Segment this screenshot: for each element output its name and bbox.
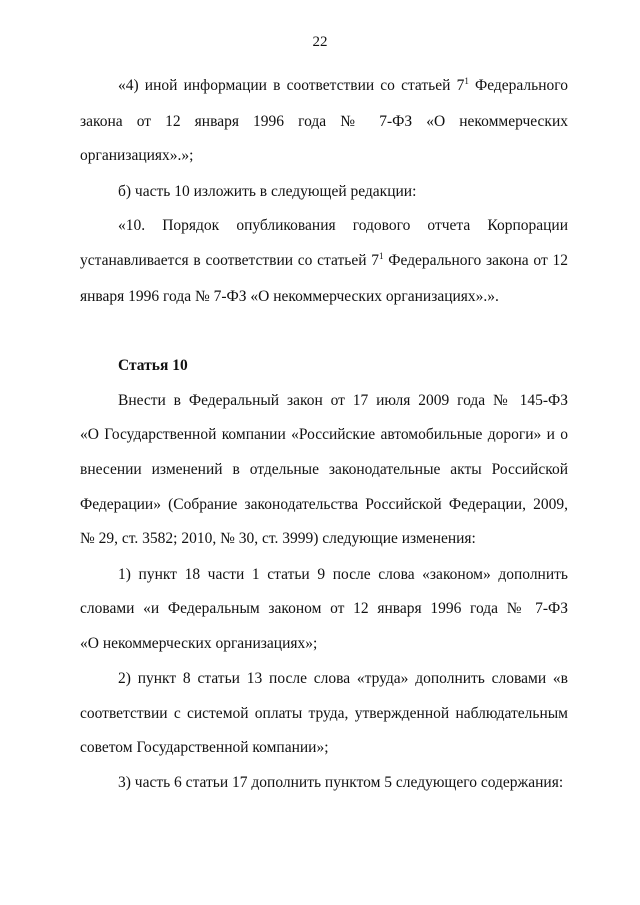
text-line: закона от 12 января 1996 года № 7-ФЗ «О некоммерческих (80, 113, 568, 130)
text-line: «О некоммерческих организациях»; (80, 635, 318, 652)
text-line: б) часть 10 изложить в следующей редакции: (118, 183, 417, 200)
article-heading: Статья 10 (118, 357, 188, 374)
text-line: января 1996 года № 7-ФЗ «О некоммерческих организациях».». (80, 288, 499, 305)
text-line: организациях».»; (80, 147, 194, 164)
text-line: 1) пункт 18 части 1 статьи 9 после слова «законом» дополнить (118, 566, 568, 583)
text-line: соответствии с системой оплаты труда, утвержденной наблюдательным (80, 705, 568, 722)
text-line: внесении изменений в отдельные законодательные акты Российской (80, 461, 568, 478)
text-line: № 29, ст. 3582; 2010, № 30, ст. 3999) следующие изменения: (80, 530, 476, 547)
text-line: «4) иной информации в соответствии со статьей $7^1$ Федерального (118, 76, 568, 94)
text-line: «О Государственной компании «Российские автомобильные дороги» и о (80, 426, 568, 443)
text-line: словами «и Федеральным законом от 12 января 1996 года № 7-ФЗ (80, 600, 568, 617)
text-line: 3) часть 6 статьи 17 дополнить пунктом 5 следующего содержания: (118, 774, 564, 791)
text-line: советом Государственной компании»; (80, 739, 329, 756)
text-line: Федерации» (Собрание законодательства Российской Федерации, 2009, (80, 496, 568, 513)
text-line: Внести в Федеральный закон от 17 июля 2009 года № 145-ФЗ (118, 392, 568, 409)
text-line: устанавливается в соответствии со статьей $7^1$ Федерального закона от 12 (80, 251, 568, 269)
page-number: 22 (312, 34, 328, 50)
text-line: 2) пункт 8 статьи 13 после слова «труда» дополнить словами «в (118, 670, 568, 687)
text-line: «10. Порядок опубликования годового отчета Корпорации (118, 217, 568, 234)
